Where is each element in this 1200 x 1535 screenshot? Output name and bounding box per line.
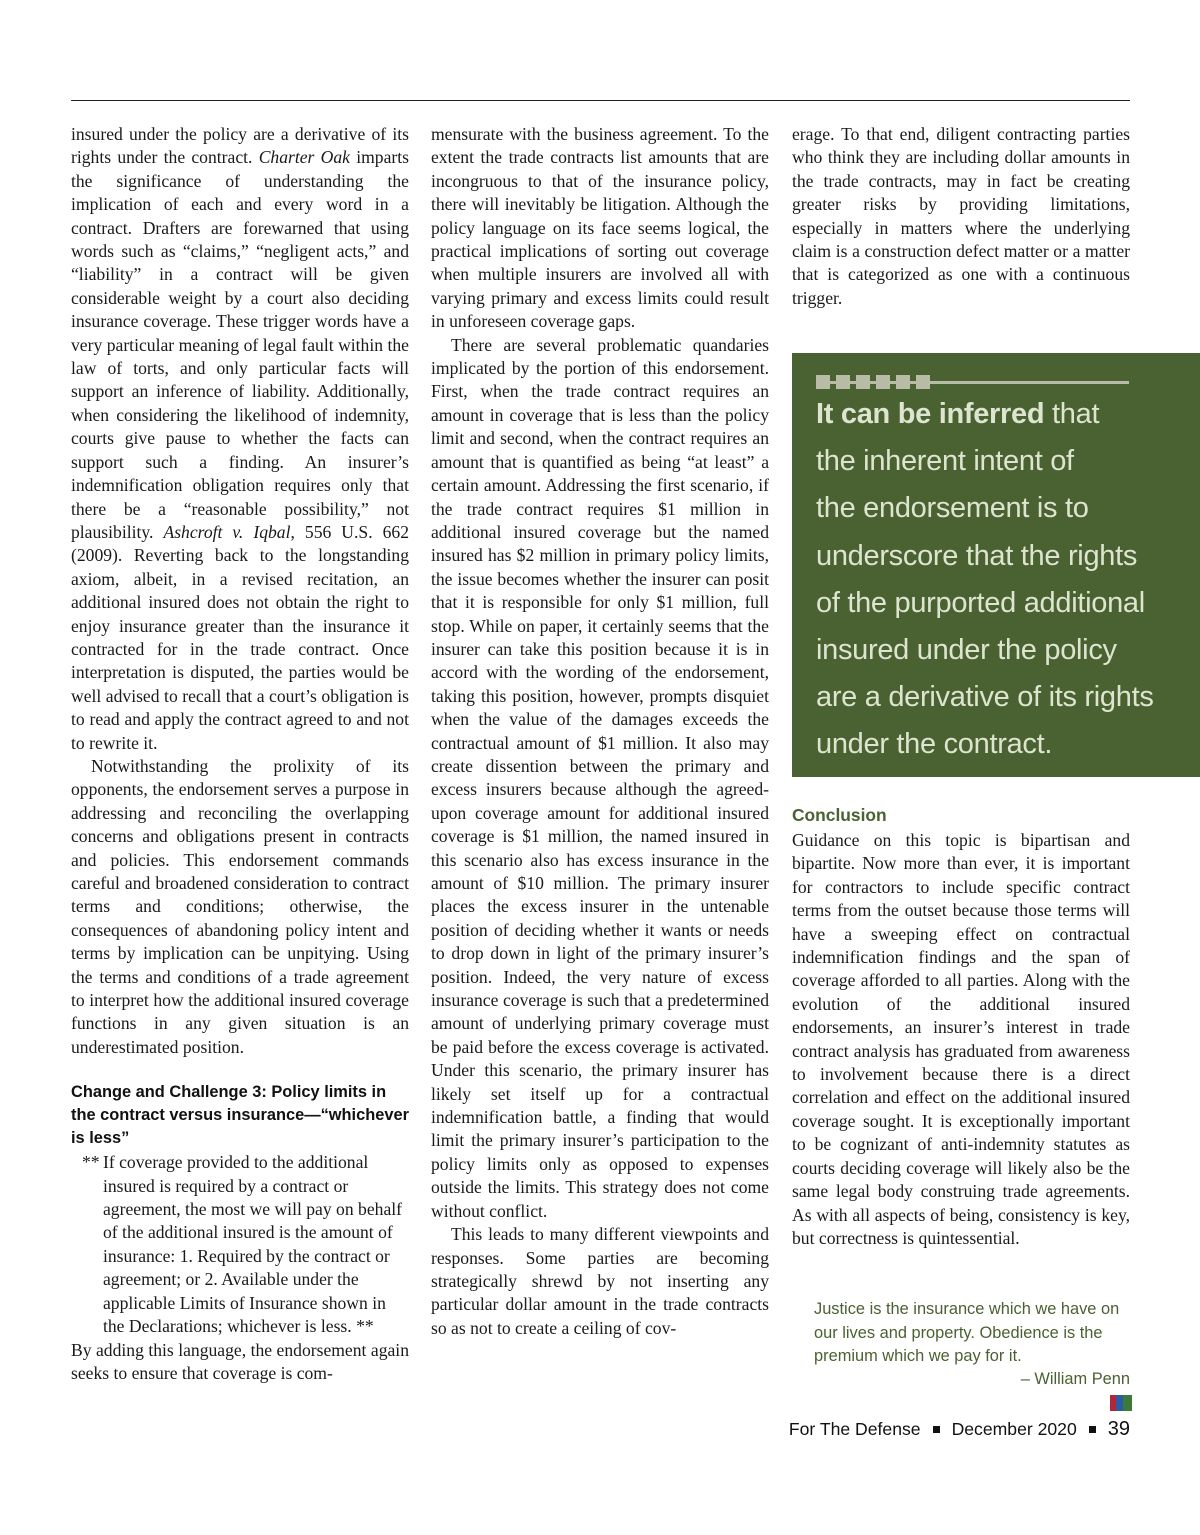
- conclusion-heading: Conclusion: [792, 805, 887, 825]
- issue-date: December 2020: [951, 1419, 1077, 1439]
- conclusion-body: Guidance on this topic is bipartisan and bipartite. Now more than ever, it is important for contractors to include specific contract terms from the outset because those terms will have a sweeping effect on contractual indemnification findings and the span of coverage afforded to all parties. Along with the evolution of the additional insured endorsements, an insurer’s interest in trade contract analysis has graduated from awareness to involvement because there is a direct correlation and effect on the additional insured coverage sought. It is exceptionally important to be cognizant of anti-indemnity statutes as courts deciding coverage will likely also be the same legal body construing trade agreements. As with all aspects of being, consistency is key, but correctness is quintessential.: [792, 830, 1130, 1248]
- paragraph: This leads to many different viewpoints and responses. Some parties are becoming strategically shrewd by not inserting any particular dollar amount in the trade contracts so as not to create a ceiling of cov-: [431, 1224, 769, 1338]
- quote-mark: **: [82, 1152, 100, 1173]
- endorsement-quote: [82, 1151, 409, 1338]
- paragraph: Notwithstanding the prolixity of its opponents, the endorsement serves a purpose in addressing and reconciling the overlapping concerns and obligations present in contracts and policies. This endorsement commands careful and broadened consideration to contract terms and conditions; otherwise, the consequences of abandoning policy intent and terms by implication can be unpitying. Using the terms and conditions of a trade agreement to interpret how the additional insured coverage functions in any given situation is an underestimated position.: [71, 755, 409, 1057]
- pull-quote-text: It can be inferred that the inherent intent of the endorsement is to underscore that the rights of the purported additional insured under the policy are a derivative of its rights under the contract.: [816, 398, 1154, 761]
- column-1: [71, 123, 409, 1385]
- pull-quote-box: [792, 353, 1200, 777]
- decorative-dots: [816, 375, 1129, 389]
- publication-name: For The Defense: [788, 1419, 921, 1439]
- paragraph: By adding this language, the endorsement again seeks to ensure that coverage is com-: [71, 1339, 409, 1383]
- section-subhead: Change and Challenge 3: Policy limits in the contract versus insurance—“whichever is less”: [71, 1083, 409, 1148]
- paragraph: insured under the policy are a derivative of its rights under the contract. Charter Oak imparts the significance of understanding the implication of each and every word in a contract. Drafters are forewarned that using words such as “claims,” “negligent acts,” and “liability” in a contract will be given considerable weight by a court also deciding insurance coverage. These trigger words have a very particular meaning of legal fault within the law of torts, and only particular facts will support an inference of liability. Additionally, when considering the likelihood of indemnity, courts give pause to whether the facts can support such a finding. An insurer’s indemnification obligation requires only that there be a “reasonable possibility,” not plausibility. Ashcroft v. Iqbal, 556 U.S. 662 (2009). Reverting back to the longstanding axiom, albeit, in a revised recitation, an additional insured does not obtain the right to enjoy insurance greater than the insurance it contracted for in the trade contract. Once interpretation is disputed, the parties would be well advised to recall that a court’s obligation is to read and apply the contract agreed to and not to rewrite it.: [71, 124, 409, 753]
- top-rule: [71, 100, 1130, 101]
- bullet-separator: [933, 1426, 940, 1433]
- paragraph: There are several problematic quandaries implicated by the portion of this endorsement. First, when the trade contract requires an amount in coverage that is less than the policy limit and second, when the contract requires an amount that is quantified as being “at least” a certain amount. Addressing the first scenario, if the trade contract requires $1 million in additional insured coverage but the named insured has $2 million in primary policy limits, the issue becomes whether the insurer can posit that it is responsible for only $1 million, full stop. While on paper, it certainly seems that the insurer can take this position because it is in accord with the wording of the endorsement, taking this position, however, prompts disquiet when the value of the damages exceeds the contractual amount of $1 million. It also may create dissention between the primary and excess insurers because although the agreed-upon coverage amount for additional insured coverage is $1 million, the named insured in this scenario also has excess insurance in the amount of $10 million. The primary insurer places the excess insurer in the untenable position of deciding whether it wants or needs to drop down in light of the primary insurer’s position. Indeed, the very nature of excess insurance coverage is such that a predetermined amount of underlying primary coverage must be paid before the excess coverage is activated. Under this scenario, the primary insurer has likely set itself up for a contractual indemnification battle, a finding that would limit the primary insurer’s participation to the policy limits only as opposed to expenses outside the limits. This strategy does not come without conflict.: [431, 334, 769, 1221]
- quote-text: If coverage provided to the additional insured is required by a contract or agreement, the most we will pay on behalf of the additional insured is the amount of insurance: 1. Required by the contract or agreement; or 2. Available under the applicable Limits of Insurance shown in the Declarations; whichever is less. **: [103, 1152, 402, 1337]
- epigraph-author: – William Penn: [1020, 1370, 1130, 1388]
- paragraph: mensurate with the business agreement. To the extent the trade contracts list amounts that are incongruous to that of the insurance policy, there will inevitably be litigation. Although the policy language on its face seems logical, the practical implications of sorting out coverage when multiple insurers are involved all with varying primary and excess limits could result in unforeseen coverage gaps.: [431, 124, 769, 332]
- page-number: 39: [1107, 1418, 1130, 1440]
- paragraph: erage. To that end, diligent contracting parties who think they are including dollar amounts in the trade contracts, may in fact be creating greater risks by providing limitations, especially in matters where the underlying claim is a construction defect matter or a matter that is categorized as one with a continuous trigger.: [792, 124, 1130, 308]
- epigraph-quote: Justice is the insurance which we have on our lives and property. Obedience is the premium which we pay for it.: [814, 1300, 1120, 1366]
- dri-logo-icon: [1110, 1395, 1132, 1411]
- page-footer: [789, 1418, 1130, 1441]
- column-3: [792, 123, 1130, 310]
- bullet-separator: [1089, 1426, 1096, 1433]
- column-2: [431, 123, 769, 1340]
